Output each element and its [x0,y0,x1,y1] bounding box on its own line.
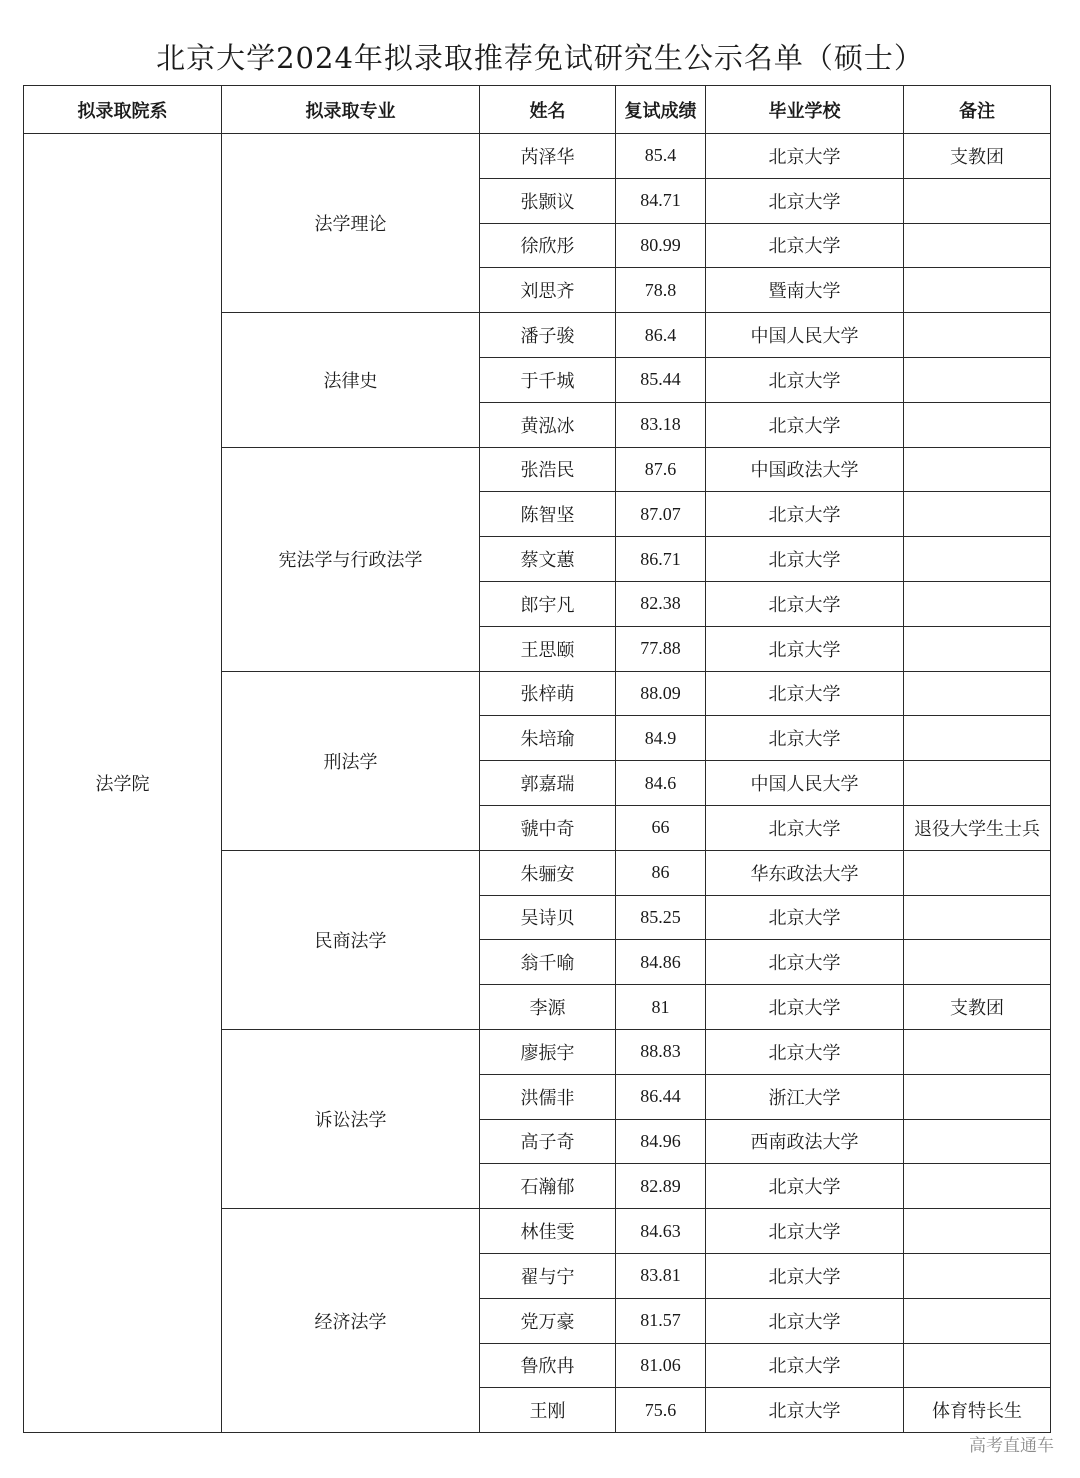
score-cell: 88.09 [616,671,706,716]
school-cell: 中国人民大学 [706,761,904,806]
note-cell: 体育特长生 [904,1388,1051,1433]
admission-table [23,85,1051,1433]
student-name-cell: 张浩民 [480,447,616,492]
note-cell [904,940,1051,985]
school-cell: 北京大学 [706,805,904,850]
score-cell: 81.57 [616,1298,706,1343]
score-cell: 82.89 [616,1164,706,1209]
score-cell: 82.38 [616,581,706,626]
school-cell: 华东政法大学 [706,850,904,895]
note-cell: 支教团 [904,985,1051,1030]
note-cell [904,1298,1051,1343]
note-cell [904,1029,1051,1074]
major-cell: 刑法学 [222,671,480,850]
student-name-cell: 徐欣彤 [480,223,616,268]
school-cell: 北京大学 [706,626,904,671]
school-cell: 北京大学 [706,671,904,716]
note-cell [904,895,1051,940]
score-cell: 85.44 [616,357,706,402]
note-cell [904,1343,1051,1388]
score-cell: 78.8 [616,268,706,313]
student-name-cell: 廖振宇 [480,1029,616,1074]
student-name-cell: 黄泓冰 [480,402,616,447]
note-cell [904,178,1051,223]
score-cell: 80.99 [616,223,706,268]
student-name-cell: 洪儒非 [480,1074,616,1119]
watermark: 高考直通车 [969,1436,1054,1456]
school-cell: 北京大学 [706,357,904,402]
note-cell [904,626,1051,671]
school-cell: 北京大学 [706,402,904,447]
major-cell: 法律史 [222,313,480,447]
school-cell: 北京大学 [706,716,904,761]
note-cell [904,761,1051,806]
school-cell: 北京大学 [706,940,904,985]
major-cell: 经济法学 [222,1209,480,1433]
major-cell: 法学理论 [222,134,480,313]
note-cell [904,492,1051,537]
score-cell: 86 [616,850,706,895]
school-cell: 西南政法大学 [706,1119,904,1164]
score-cell: 86.44 [616,1074,706,1119]
header-dept: 拟录取院系 [24,86,222,134]
student-name-cell: 张梓萌 [480,671,616,716]
score-cell: 75.6 [616,1388,706,1433]
score-cell: 77.88 [616,626,706,671]
school-cell: 北京大学 [706,492,904,537]
department-cell: 法学院 [24,134,222,1433]
student-name-cell: 翟与宁 [480,1253,616,1298]
student-name-cell: 朱培瑜 [480,716,616,761]
header-major: 拟录取专业 [222,86,480,134]
score-cell: 84.9 [616,716,706,761]
header-name: 姓名 [480,86,616,134]
score-cell: 85.4 [616,134,706,179]
score-cell: 86.4 [616,313,706,358]
school-cell: 北京大学 [706,895,904,940]
score-cell: 66 [616,805,706,850]
school-cell: 北京大学 [706,581,904,626]
header-score: 复试成绩 [616,86,706,134]
note-cell: 退役大学生士兵 [904,805,1051,850]
score-cell: 85.25 [616,895,706,940]
student-name-cell: 王刚 [480,1388,616,1433]
score-cell: 87.07 [616,492,706,537]
note-cell [904,581,1051,626]
note-cell [904,447,1051,492]
page-title: 北京大学2024年拟录取推荐免试研究生公示名单（硕士） [156,41,924,75]
student-name-cell: 林佳雯 [480,1209,616,1254]
student-name-cell: 郎宇凡 [480,581,616,626]
school-cell: 北京大学 [706,178,904,223]
school-cell: 中国政法大学 [706,447,904,492]
school-cell: 北京大学 [706,1029,904,1074]
note-cell [904,1074,1051,1119]
school-cell: 北京大学 [706,1209,904,1254]
major-cell: 民商法学 [222,850,480,1029]
table-header-row [24,86,1051,134]
note-cell [904,357,1051,402]
school-cell: 浙江大学 [706,1074,904,1119]
score-cell: 84.71 [616,178,706,223]
school-cell: 北京大学 [706,1164,904,1209]
note-cell [904,313,1051,358]
school-cell: 北京大学 [706,985,904,1030]
student-name-cell: 于千城 [480,357,616,402]
score-cell: 84.86 [616,940,706,985]
score-cell: 84.6 [616,761,706,806]
note-cell [904,1164,1051,1209]
school-cell: 北京大学 [706,1253,904,1298]
student-name-cell: 刘思齐 [480,268,616,313]
note-cell: 支教团 [904,134,1051,179]
student-name-cell: 芮泽华 [480,134,616,179]
score-cell: 86.71 [616,537,706,582]
student-name-cell: 朱骊安 [480,850,616,895]
student-name-cell: 蔡文蕙 [480,537,616,582]
score-cell: 83.81 [616,1253,706,1298]
note-cell [904,1209,1051,1254]
score-cell: 84.96 [616,1119,706,1164]
student-name-cell: 王思颐 [480,626,616,671]
score-cell: 81 [616,985,706,1030]
school-cell: 暨南大学 [706,268,904,313]
student-name-cell: 党万豪 [480,1298,616,1343]
note-cell [904,671,1051,716]
note-cell [904,402,1051,447]
student-name-cell: 高子奇 [480,1119,616,1164]
student-name-cell: 石瀚郁 [480,1164,616,1209]
school-cell: 北京大学 [706,1388,904,1433]
school-cell: 北京大学 [706,537,904,582]
table-body [24,134,1051,1433]
note-cell [904,537,1051,582]
note-cell [904,1119,1051,1164]
header-school: 毕业学校 [706,86,904,134]
student-name-cell: 陈智坚 [480,492,616,537]
school-cell: 北京大学 [706,1298,904,1343]
student-name-cell: 郭嘉瑞 [480,761,616,806]
header-note: 备注 [904,86,1051,134]
major-cell: 诉讼法学 [222,1029,480,1208]
score-cell: 84.63 [616,1209,706,1254]
student-name-cell: 翁千喻 [480,940,616,985]
note-cell [904,716,1051,761]
note-cell [904,268,1051,313]
school-cell: 北京大学 [706,134,904,179]
student-name-cell: 虢中奇 [480,805,616,850]
student-name-cell: 潘子骏 [480,313,616,358]
note-cell [904,850,1051,895]
score-cell: 87.6 [616,447,706,492]
score-cell: 88.83 [616,1029,706,1074]
major-cell: 宪法学与行政法学 [222,447,480,671]
student-name-cell: 吴诗贝 [480,895,616,940]
table-row [24,134,1051,179]
student-name-cell: 鲁欣冉 [480,1343,616,1388]
student-name-cell: 李源 [480,985,616,1030]
school-cell: 北京大学 [706,1343,904,1388]
note-cell [904,223,1051,268]
score-cell: 83.18 [616,402,706,447]
score-cell: 81.06 [616,1343,706,1388]
school-cell: 北京大学 [706,223,904,268]
student-name-cell: 张颢议 [480,178,616,223]
note-cell [904,1253,1051,1298]
school-cell: 中国人民大学 [706,313,904,358]
